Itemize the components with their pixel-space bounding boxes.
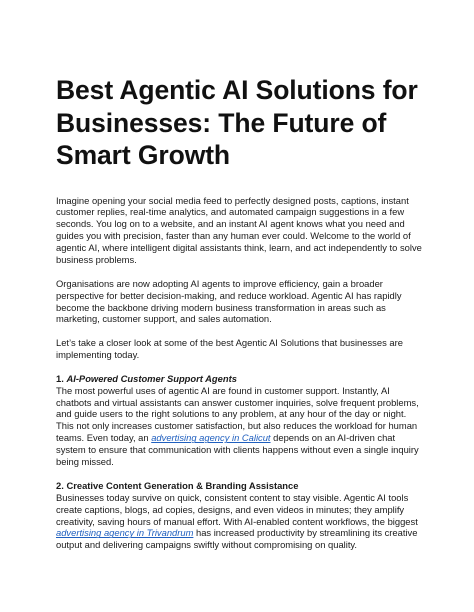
section-body	[56, 492, 424, 552]
document-page	[56, 74, 424, 563]
section-number: 2.	[56, 479, 67, 491]
section-heading-text: AI-Powered Customer Support Agents	[66, 372, 237, 384]
page-title: Best Agentic AI Solutions for Businesses: The Future of Smart Growth	[56, 75, 418, 170]
section-body-text-cont: depends on an AI-driven chat system to ensure that communication with clients happens without even a single inquiry being missed.	[56, 432, 419, 468]
section-heading-text: Creative Content Generation & Branding Assistance	[66, 479, 299, 491]
section-customer-support	[56, 373, 424, 468]
advertising-agency-trivandrum-link[interactable]: advertising agency in Trivandrum	[56, 527, 194, 539]
section-number: 1.	[56, 372, 67, 384]
section-heading	[56, 480, 424, 492]
intro-paragraph: Imagine opening your social media feed to perfectly designed posts, captions, instant customer replies, real-time analytics, and automated campaign suggestions in a few seconds. You log on to a website, and an instant AI agent knows what you need and guides you with precision, faster than any human ever could. Welcome to the world of agentic AI, where intelligent digital assistants think, learn, and act independently to solve business problems.	[56, 194, 422, 266]
section-body-text-cont: has increased productivity by streamlining its creative output and delivering campaigns swiftly without compromising on quality.	[56, 527, 418, 551]
advertising-agency-calicut-link[interactable]: advertising agency in Calicut	[151, 432, 271, 444]
lead-in-paragraph: Let’s take a closer look at some of the best Agentic AI Solutions that businesses are implementing today.	[56, 337, 403, 361]
section-body-text: The most powerful uses of agentic AI are found in customer support. Instantly, AI chatbots and virtual assistants can answer customer inquiries, solve frequent problems, and guide users to the right solutions to any problem, at any hour of the day or night. This not only increases customer satisfaction, but also reduces the workload for human teams. Even today, an	[56, 384, 419, 444]
adoption-paragraph: Organisations are now adopting AI agents to improve efficiency, gain a broader perspective for better decision-making, and reduce workload. Agentic AI has rapidly become the backbone driving modern business transformation in areas such as marketing, customer support, and sales automation.	[56, 277, 402, 325]
section-heading	[56, 373, 424, 385]
section-body	[56, 385, 424, 468]
section-content-generation	[56, 480, 424, 551]
section-body-text: Businesses today survive on quick, consistent content to stay visible. Agentic AI tools create captions, blogs, ad copies, designs, and even videos in minutes; they amplify creativity, saving hours of manual effort. With AI-enabled content workflows, the biggest	[56, 491, 418, 527]
